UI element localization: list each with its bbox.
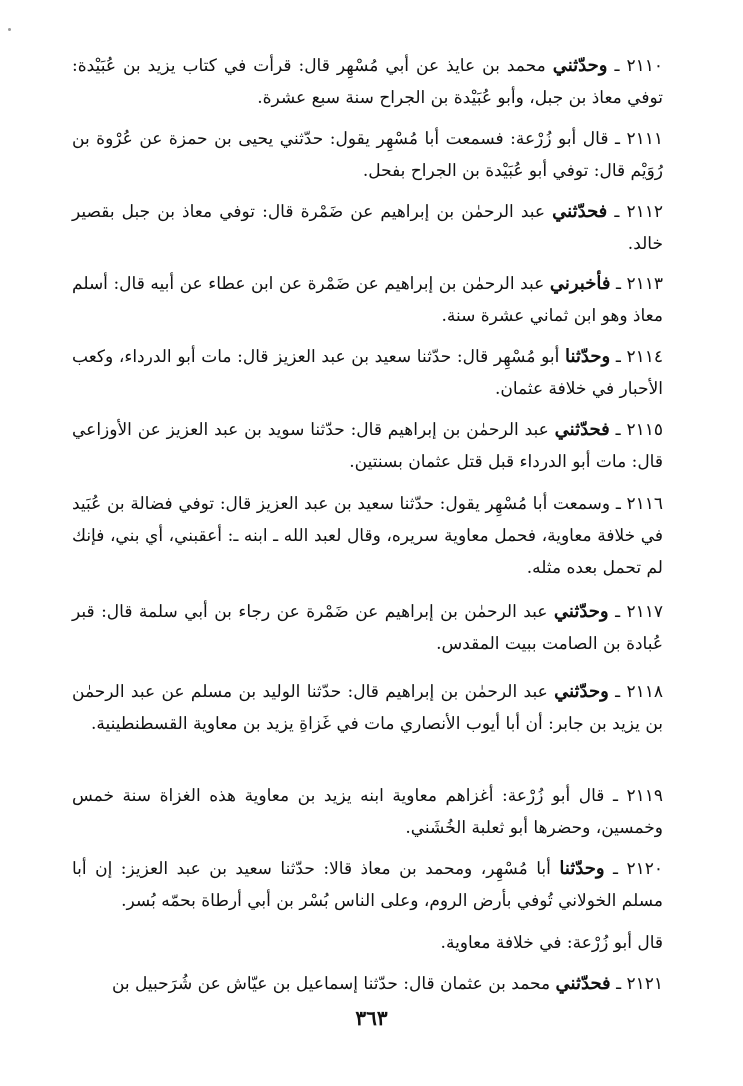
entry-text: قال أبو زُرْعة: أغزاهم معاوية ابنه يزيد بن معاوية هذه الغزاة سنة خمس وخمسين، وحضرها أبو ثعلبة الخُشَني. — [72, 786, 663, 838]
entry-text: محمد بن عايذ عن أبي مُسْهِر قال: قرأت في كتاب يزيد بن عُبَيْدة: توفي معاذ بن جبل، وأبو عُبَيْدة بن الجراح سنة سبع عشرة. — [72, 56, 663, 108]
entry-keyword: وحدّثنا — [564, 346, 611, 367]
entry-text: عبد الرحمٰن بن إبراهيم عن ضَمْرة عن ابن عطاء عن أبيه قال: أسلم معاذ وهو ابن ثماني عشرة سنة. — [72, 274, 663, 326]
entry-keyword: فحدّثني — [552, 201, 608, 222]
entry-number: ٢١١٧ ـ — [615, 602, 664, 622]
entry-number: ٢١١١ ـ — [614, 129, 663, 149]
entry-2115 — [72, 414, 663, 478]
entry-2120 — [72, 853, 663, 917]
scan-speck — [8, 28, 11, 31]
entry-2112 — [72, 196, 663, 260]
entry-2121 — [72, 968, 663, 1000]
page-number: ٣٦٣ — [355, 1006, 388, 1030]
entry-keyword: فأخبرني — [549, 273, 611, 294]
entry-text: عبد الرحمٰن بن إبراهيم قال: حدّثنا سويد بن عبد العزيز عن الأوزاعي قال: مات أبو الدرداء قبل قتل عثمان بسنتين. — [72, 420, 663, 472]
entry-2114 — [72, 341, 663, 405]
entry-text: عبد الرحمٰن بن إبراهيم عن ضَمْرة قال: توفي معاذ بن جبل بقصير خالد. — [72, 202, 663, 254]
entry-number: ٢١١٣ ـ — [615, 274, 664, 294]
entry-number: ٢١١٩ ـ — [612, 786, 663, 806]
entry-note-abu-zura — [72, 927, 663, 959]
entry-2110 — [72, 50, 663, 114]
entry-keyword: وحدّثنا — [559, 858, 605, 879]
entry-text: وسمعت أبا مُسْهِر يقول: حدّثنا سعيد بن عبد العزيز قال: توفي فضالة بن عُبَيد في خلافة معاوية، فحمل معاوية سريره، وقال لعبد الله ـ ابنه ـ: أعقبني، أي بني، فإنك لم تحمل بعده مثله. — [72, 494, 663, 578]
entry-number: ٢١١٤ ـ — [615, 347, 663, 367]
entry-number: ٢١١٨ ـ — [615, 682, 664, 702]
entry-text: محمد بن عثمان قال: حدّثنا إسماعيل بن عيّاش عن شُرَحبيل بن — [111, 974, 551, 994]
entry-2118 — [72, 676, 663, 740]
entry-number: ٢١١٦ ـ — [615, 494, 663, 514]
entry-2119 — [72, 780, 663, 844]
entry-keyword: فحدّثني — [555, 973, 611, 994]
entry-keyword: وحدّثني — [553, 601, 609, 622]
entry-text: عبد الرحمٰن بن إبراهيم عن ضَمْرة عن رجاء بن أبي سلمة قال: قبر عُبادة بن الصامت ببيت المقدس. — [72, 602, 663, 654]
entry-2113 — [72, 268, 663, 332]
entry-number: ٢١١٥ ـ — [615, 420, 663, 440]
entry-number: ٢١١٢ ـ — [614, 202, 663, 222]
entry-2111 — [72, 123, 663, 187]
entry-2116 — [72, 488, 663, 584]
entry-number: ٢١٢٠ ـ — [613, 859, 664, 879]
entry-text: قال أبو زُرْعة: في خلافة معاوية. — [440, 933, 663, 953]
entry-keyword: وحدّثني — [552, 55, 608, 76]
entry-text: عبد الرحمٰن بن إبراهيم قال: حدّثنا الوليد بن مسلم عن عبد الرحمٰن بن يزيد بن جابر: أن أبا أيوب الأنصاري مات في غَزاةِ يزيد بن معاوية القسطنطينية. — [72, 682, 663, 734]
entry-text: قال أبو زُرْعة: فسمعت أبا مُسْهِر يقول: حدّثني يحيى بن حمزة عن عُرْوة بن رُوَيْم قال: توفي أبو عُبَيْدة بن الجراح بفحل. — [72, 129, 663, 181]
entry-keyword: وحدّثني — [554, 681, 609, 702]
entry-text: أبا مُسْهِر، ومحمد بن معاذ قالا: حدّثنا سعيد بن عبد العزيز: إن أبا مسلم الخولاني تُوفي بأرض الروم، وعلى الناس بُسْر بن أبي أرطاة بحمّه بُسر. — [72, 859, 663, 911]
entry-text: أبو مُسْهِر قال: حدّثنا سعيد بن عبد العزيز قال: مات أبو الدرداء، وكعب الأحبار في خلافة عثمان. — [72, 347, 663, 399]
entry-2117 — [72, 596, 663, 660]
entry-number: ٢١١٠ ـ — [614, 56, 664, 76]
entry-number: ٢١٢١ ـ — [616, 974, 663, 994]
entry-keyword: فحدّثني — [554, 419, 610, 440]
